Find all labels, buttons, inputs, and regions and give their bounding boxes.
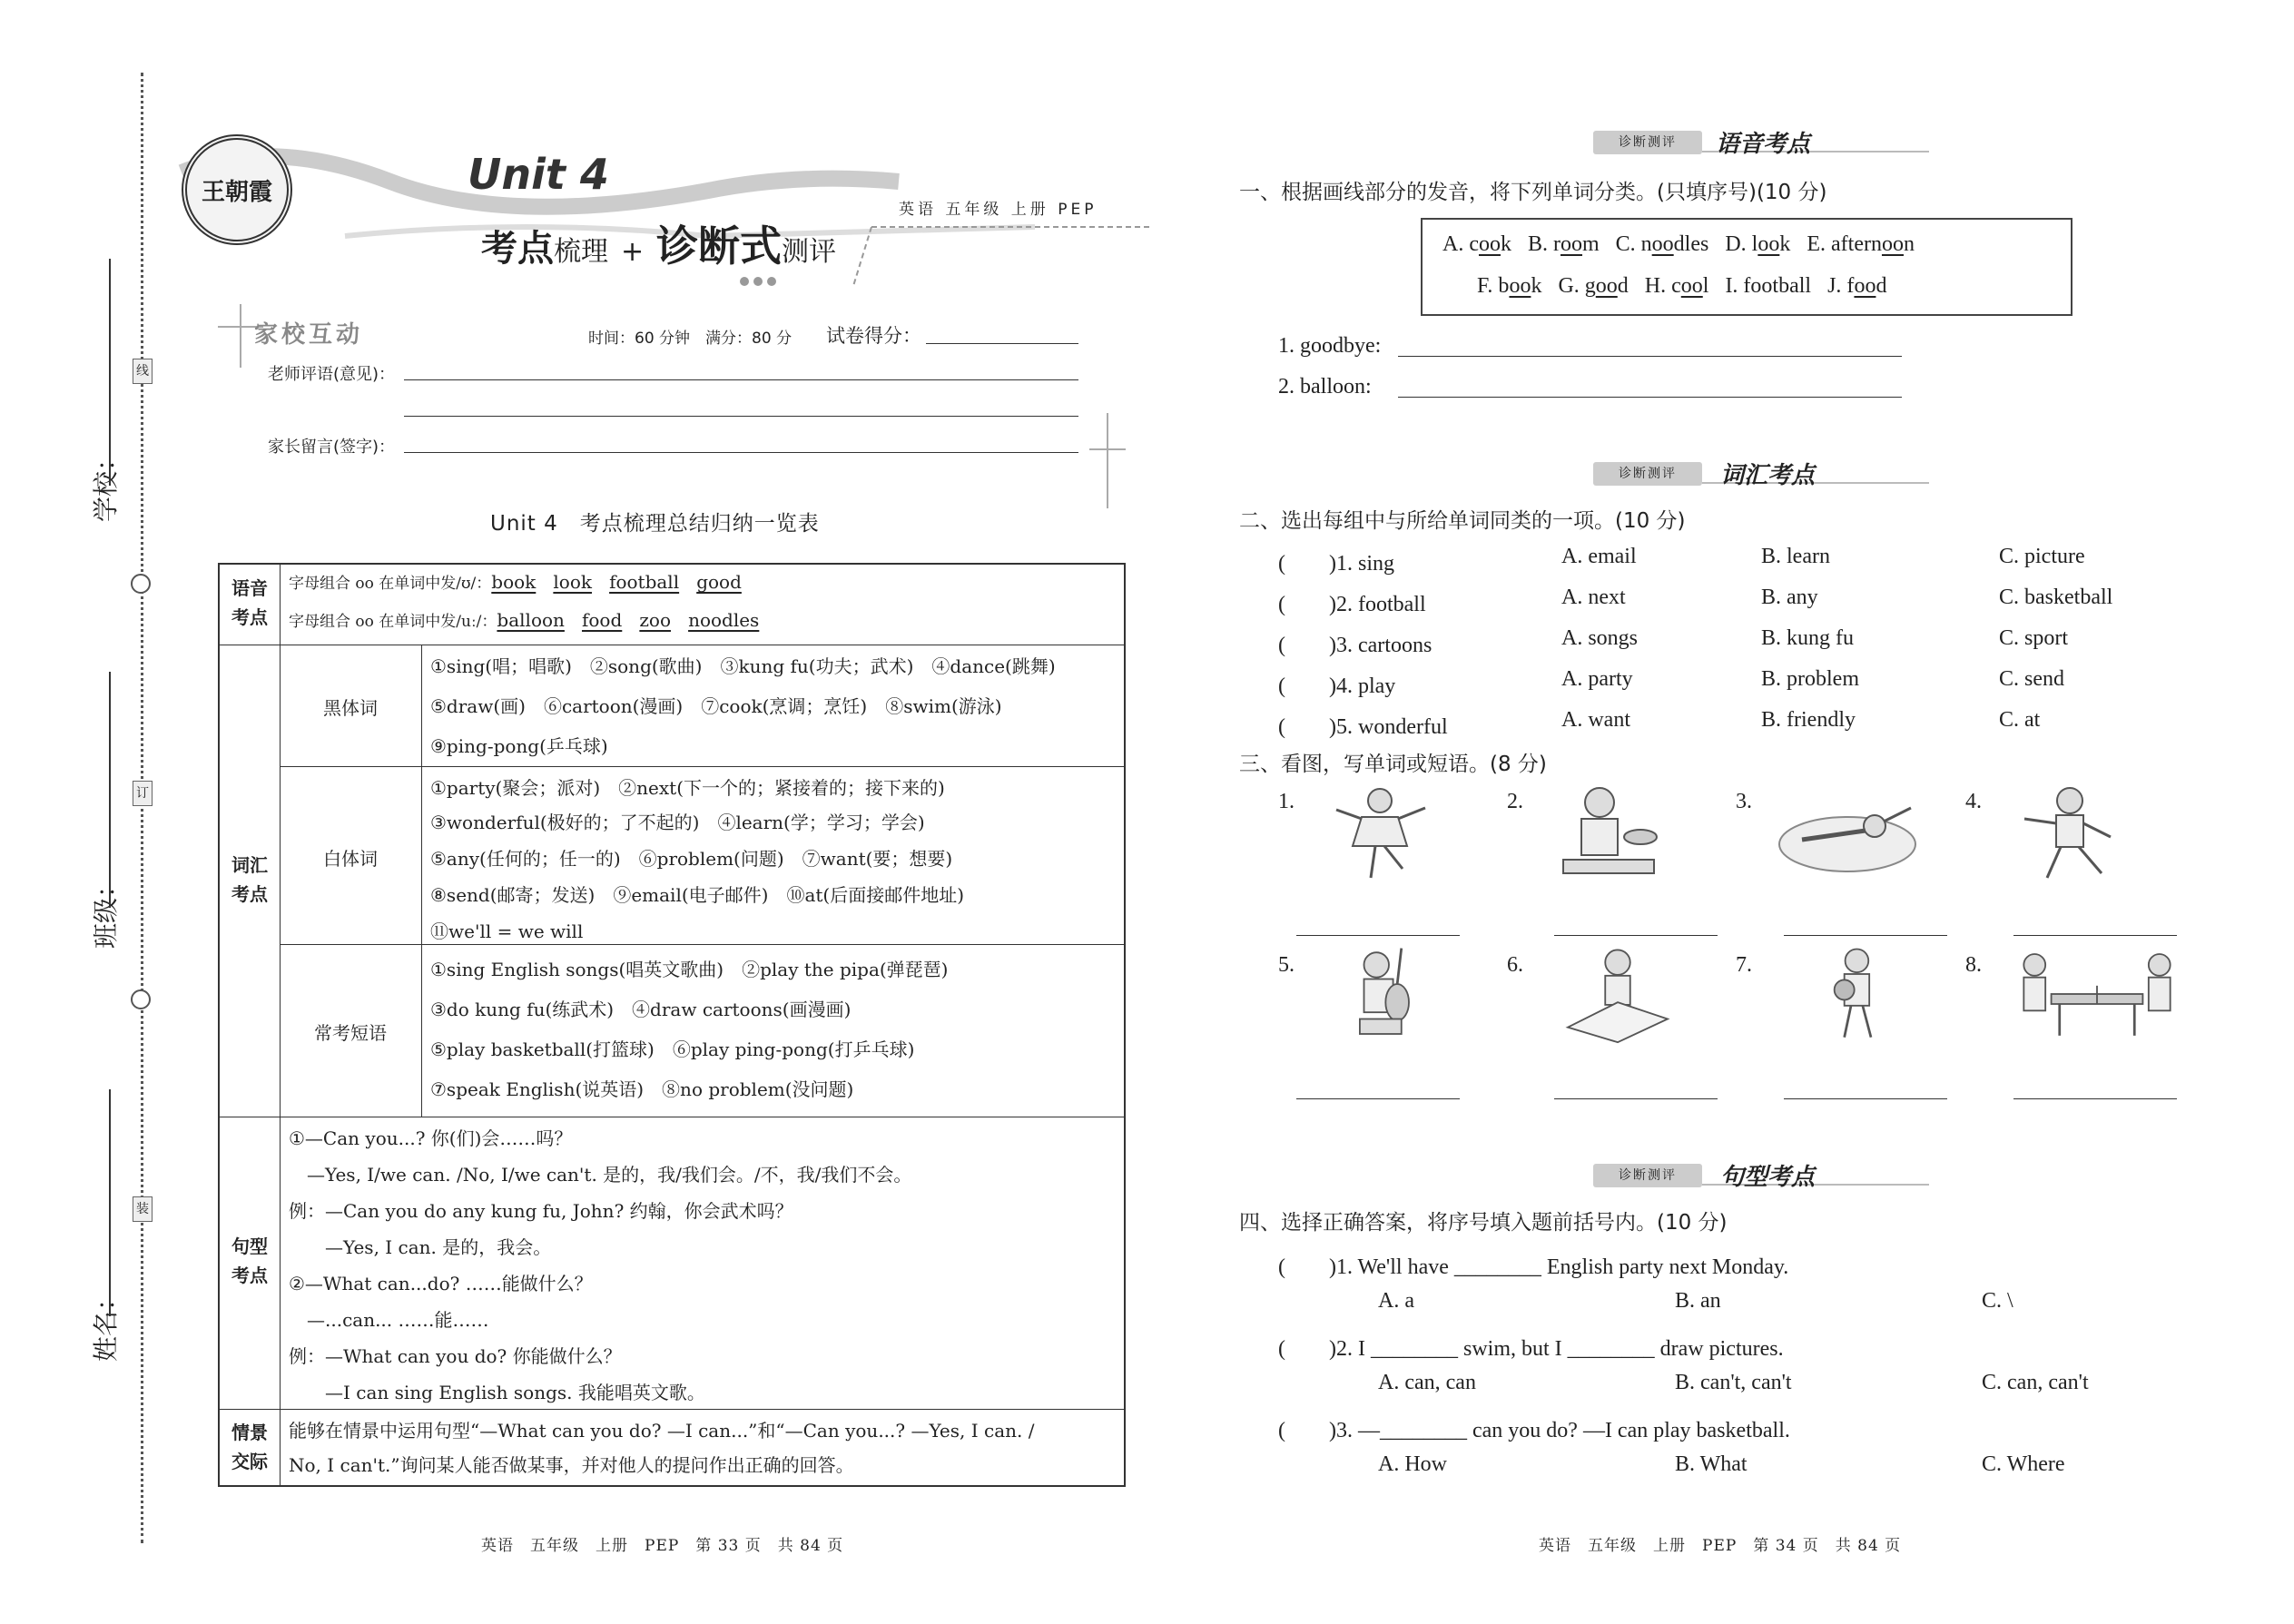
picture-number: 8. [1965, 953, 1982, 977]
page-subtitle [481, 213, 836, 273]
option-text: D. l [1725, 232, 1758, 256]
sentence-row: ①—Can you...? 你(们)会……吗？ [289, 1127, 573, 1149]
bold-words-row: ⑨ping-pong(乒乓球) [430, 735, 608, 757]
binding-dotted-line [141, 73, 143, 1543]
summary-title: Unit 4 考点梳理总结归纳一览表 [490, 512, 820, 536]
phonics-word: zoo [639, 609, 671, 631]
option-text: dles [1673, 232, 1709, 256]
s4-option[interactable]: A. a [1378, 1289, 1414, 1313]
option-text: E. aftern [1807, 232, 1882, 256]
white-words-row: ①party(聚会；派对) ②next(下一个的；紧接着的；接下来的) [430, 777, 945, 799]
category-situation [220, 1418, 280, 1476]
answer-line[interactable] [2013, 935, 2177, 936]
option-underlined: oo [1595, 274, 1618, 298]
s2-option[interactable]: B. friendly [1761, 708, 1856, 732]
phrase-row: ③do kung fu(练武术) ④draw cartoons(画漫画) [430, 999, 852, 1020]
s1-question: 2. balloon: [1278, 375, 1372, 399]
punch-hole-icon [131, 989, 151, 1009]
s2-option[interactable]: B. learn [1761, 545, 1830, 568]
s2-option[interactable]: B. kung fu [1761, 626, 1854, 650]
sentence-row: —...can... ……能…… [289, 1309, 489, 1331]
option-underlined: oo [1757, 232, 1780, 256]
option-text: I. footb [1725, 274, 1790, 298]
category-text: 句型 [231, 1235, 268, 1257]
category-phonics [220, 574, 280, 632]
category-text: 考点 [231, 1265, 268, 1286]
banner-tag: 诊断测评 [1593, 1164, 1702, 1187]
teacher-comment-line[interactable] [404, 416, 1078, 417]
phonics-word: food [581, 609, 623, 631]
basketball-boy-picture [1807, 944, 1915, 1044]
phrase-row: ⑤play basketball(打篮球) ⑥play ping-pong(打乒乓球) [430, 1038, 915, 1060]
option-text: m [1581, 232, 1600, 256]
grade-info: 英语 五年级 上册 PEP [899, 201, 1098, 219]
s2-option[interactable]: C. send [1999, 667, 2064, 691]
section-banner-sentence [1593, 1160, 1956, 1189]
option-text: n [1903, 232, 1915, 256]
phonics-word: noodles [688, 609, 760, 631]
option-text: d [1876, 274, 1887, 298]
section-banner-phonics [1593, 127, 1956, 156]
s2-question: ( )1. sing [1278, 552, 1394, 576]
option-underlined: oo [1560, 232, 1582, 256]
option-text: d [1617, 274, 1629, 298]
bold-words-row: ⑤draw(画) ⑥cartoon(漫画) ⑦cook(烹调；烹饪) ⑧swim(游泳) [430, 695, 1002, 717]
option-text: G. g [1558, 274, 1596, 298]
category-text: 词汇 [231, 854, 268, 876]
s2-option[interactable]: C. basketball [1999, 586, 2113, 609]
s4-option[interactable]: C. Where [1982, 1452, 2065, 1476]
s4-question: ( )3. —________ can you do? —I can play basketball. [1278, 1419, 1790, 1442]
phonics-word: football [609, 571, 680, 593]
category-text: 考点 [231, 883, 268, 905]
s4-option[interactable]: A. can, can [1378, 1371, 1476, 1394]
option-text: A. c [1442, 232, 1479, 256]
answer-line[interactable] [1784, 935, 1947, 936]
s2-option[interactable]: A. songs [1561, 626, 1639, 650]
section-2-title: 二、选出每组中与所给单词同类的一项。(10 分) [1239, 509, 1686, 533]
phonics-row [289, 608, 759, 631]
category-text: 语音 [231, 577, 268, 599]
banner-title: 句型考点 [1720, 1164, 1816, 1191]
banner-title: 语音考点 [1716, 131, 1811, 158]
picture-number: 4. [1965, 790, 1982, 813]
answer-line[interactable] [1554, 935, 1718, 936]
white-words-row: ⑧send(邮寄；发送) ⑨email(电子邮件) ⑩at(后面接邮件地址) [430, 884, 965, 906]
s2-question: ( )3. cartoons [1278, 634, 1433, 657]
drawing-girl-picture [1554, 944, 1681, 1044]
option-text: J. f [1827, 274, 1855, 298]
sentence-row: —Yes, I/we can. /No, I/we can't. 是的，我/我们会。/不，我/我们不会。 [289, 1164, 912, 1186]
s4-option[interactable]: C. can, can't [1982, 1371, 2089, 1394]
parent-comment-line[interactable] [404, 452, 1078, 453]
pipa-player-picture [1334, 944, 1443, 1044]
option-text: B. r [1527, 232, 1561, 256]
page-footer-right: 英语 五年级 上册 PEP 第 34 页 共 84 页 [1539, 1537, 1902, 1555]
name-label: 姓名： [91, 1284, 121, 1362]
category-text: 情景 [231, 1422, 268, 1443]
phonics-rule: 字母组合 oo 在单词中发/ʊ/： [289, 575, 492, 593]
score-field[interactable] [926, 343, 1078, 344]
answer-line[interactable] [1398, 356, 1902, 357]
option-row [1442, 232, 1915, 257]
section-1-title: 一、根据画线部分的发音，将下列单词分类。(只填序号)(10 分) [1239, 181, 1827, 204]
white-words-label: 白体词 [323, 848, 378, 870]
bold-words-label: 黑体词 [323, 697, 378, 719]
s2-option[interactable]: C. sport [1999, 626, 2069, 650]
sentence-row: —Yes, I can. 是的，我会。 [289, 1236, 552, 1258]
sentence-row: ②—What can...do? ……能做什么？ [289, 1273, 593, 1294]
option-text: H. c [1644, 274, 1681, 298]
answer-line[interactable] [2013, 1098, 2177, 1099]
picture-number: 2. [1507, 790, 1523, 813]
option-text: k [1779, 232, 1791, 256]
picture-number: 3. [1736, 790, 1752, 813]
sentence-row: 例：—Can you do any kung fu, John? 约翰，你会武术吗？ [289, 1200, 793, 1222]
word-options-box [1421, 218, 2072, 316]
table-divider [421, 645, 422, 1117]
summary-table [218, 563, 1126, 1487]
option-underlined: oo [1680, 274, 1703, 298]
s2-question: ( )2. football [1278, 593, 1426, 616]
s4-question: ( )1. We'll have ________ English party next Monday. [1278, 1255, 1789, 1279]
answer-line[interactable] [1398, 397, 1902, 398]
answer-line[interactable] [1784, 1098, 1947, 1099]
section-banner-vocab [1593, 458, 1956, 487]
s4-option[interactable]: C. \ [1982, 1289, 2013, 1313]
phonics-row [289, 570, 742, 593]
subtitle-part: 诊断式 [656, 221, 783, 271]
cooking-boy-picture [1554, 782, 1663, 882]
situation-row: No, I can't.”询问某人能否做某事，并对他人的提问作出正确的回答。 [289, 1454, 854, 1476]
s2-option[interactable]: C. at [1999, 708, 2041, 732]
option-underlined: oo [1881, 232, 1904, 256]
category-vocab [220, 851, 280, 909]
banner-title: 词汇考点 [1720, 462, 1816, 489]
unit-title: Unit 4 [468, 150, 609, 199]
s2-option[interactable]: A. party [1561, 667, 1633, 691]
phonics-word: balloon [497, 609, 565, 631]
class-field[interactable] [109, 672, 111, 908]
answer-line[interactable] [1554, 1098, 1718, 1099]
bold-words-row: ①sing(唱；唱歌) ②song(歌曲) ③kung fu(功夫；武术) ④dance(跳舞) [430, 655, 1056, 677]
s2-option[interactable]: A. want [1561, 708, 1630, 732]
picture-number: 7. [1736, 953, 1752, 977]
s2-question: ( )5. wonderful [1278, 715, 1448, 739]
white-words-row: ③wonderful(极好的；了不起的) ④learn(学；学习；学会) [430, 812, 925, 833]
s4-option[interactable]: B. can't, can't [1675, 1371, 1792, 1394]
bind-char: 装 [133, 1196, 153, 1222]
option-row [1477, 274, 1886, 299]
class-label: 班级： [91, 871, 121, 949]
option-text: l [1702, 274, 1709, 298]
option-underlined: oo [1854, 274, 1876, 298]
ballet-dancer-picture [1325, 782, 1434, 882]
option-text: k [1500, 232, 1511, 256]
s2-option[interactable]: A. next [1561, 586, 1626, 609]
teacher-comment-line[interactable] [404, 379, 1078, 380]
home-school-title: 家校互动 [254, 321, 364, 349]
table-divider [280, 944, 1124, 945]
white-words-row: ⑪we'll = we will [430, 920, 584, 942]
subtitle-part: 考点 [481, 228, 554, 270]
banner-tag: 诊断测评 [1593, 131, 1702, 154]
phonics-word: good [696, 571, 742, 593]
s2-option[interactable]: B. any [1761, 586, 1818, 609]
s4-question: ( )2. I ________ swim, but I ________ draw pictures. [1278, 1337, 1784, 1361]
table-divider [280, 766, 1124, 767]
s2-option[interactable]: A. email [1561, 545, 1637, 568]
phonics-word: look [553, 571, 592, 593]
answer-line[interactable] [1296, 935, 1460, 936]
white-words-row: ⑤any(任何的；任一的) ⑥problem(问题) ⑦want(要；想要) [430, 848, 953, 870]
situation-row: 能够在情景中运用句型“—What can you do? —I can...”和“—Can you...? —Yes, I can. / [289, 1420, 1035, 1442]
option-text: C. n [1615, 232, 1652, 256]
picture-number: 6. [1507, 953, 1523, 977]
bind-char: 订 [133, 781, 153, 806]
s2-question: ( )4. play [1278, 674, 1396, 698]
category-text: 交际 [231, 1451, 268, 1472]
picture-number: 1. [1278, 790, 1295, 813]
picture-number: 5. [1278, 953, 1295, 977]
s2-option[interactable]: B. problem [1761, 667, 1859, 691]
answer-line[interactable] [1296, 1098, 1460, 1099]
phonics-word: book [491, 571, 537, 593]
logo-text: 王朝霞 [201, 178, 272, 206]
punch-hole-icon [131, 574, 151, 594]
option-underlined: oo [1509, 274, 1531, 298]
brand-logo [182, 134, 292, 245]
time-info: 时间：60 分钟 满分：80 分 [588, 330, 793, 348]
bind-char: 线 [133, 359, 153, 384]
school-label: 学校： [91, 445, 121, 522]
banner-tag: 诊断测评 [1593, 462, 1702, 486]
option-text: k [1531, 274, 1542, 298]
sentence-row: 例：—What can you do? 你能做什么？ [289, 1345, 622, 1367]
phrases-label: 常考短语 [314, 1022, 387, 1044]
subtitle-part: 梳理 [554, 236, 608, 268]
table-divider [220, 1409, 1124, 1410]
s4-option[interactable]: A. How [1378, 1452, 1447, 1476]
s4-option[interactable]: B. What [1675, 1452, 1748, 1476]
parent-comment-label: 家长留言(签字)： [268, 438, 396, 457]
teacher-comment-label: 老师评语(意见)： [268, 365, 396, 384]
subtitle-plus: + [620, 236, 645, 268]
option-text: F. b [1477, 274, 1510, 298]
s4-option[interactable]: B. an [1675, 1289, 1721, 1313]
swimming-picture [1775, 790, 1920, 890]
score-label: 试卷得分： [826, 325, 921, 347]
category-text: 考点 [231, 606, 268, 628]
subtitle-part: 测评 [782, 236, 837, 268]
section-4-title: 四、选择正确答案，将序号填入题前括号内。(10 分) [1239, 1211, 1728, 1235]
sentence-row: —I can sing English songs. 我能唱英文歌。 [289, 1382, 705, 1403]
phrase-row: ⑦speak English(说英语) ⑧no problem(没问题) [430, 1078, 854, 1100]
option-text: all [1789, 274, 1812, 298]
s2-option[interactable]: C. picture [1999, 545, 2085, 568]
school-field[interactable] [109, 259, 111, 486]
ping-pong-picture [2006, 944, 2188, 1044]
s1-question: 1. goodbye: [1278, 334, 1382, 358]
page-footer-left: 英语 五年级 上册 PEP 第 33 页 共 84 页 [481, 1537, 844, 1555]
option-underlined: oo [1478, 232, 1501, 256]
option-underlined: oo [1651, 232, 1674, 256]
section-3-title: 三、看图，写单词或短语。(8 分) [1239, 753, 1547, 776]
phrase-row: ①sing English songs(唱英文歌曲) ②play the pipa(弹琵琶) [430, 959, 949, 980]
kung-fu-boy-picture [2015, 782, 2124, 882]
category-sentence [220, 1232, 280, 1290]
name-field[interactable] [109, 1089, 111, 1316]
phonics-rule: 字母组合 oo 在单词中发/uː/： [289, 613, 497, 631]
